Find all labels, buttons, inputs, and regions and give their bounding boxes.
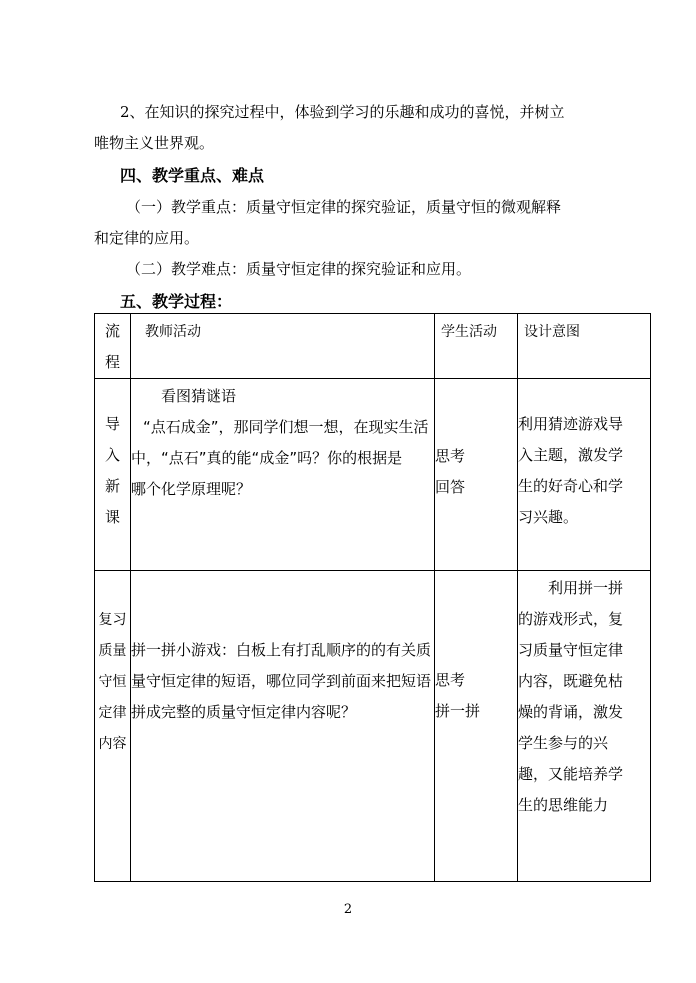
- student-text-line: 思考: [435, 671, 466, 689]
- row-process-cell: [95, 571, 131, 882]
- intent-text-line: 内容，既避免枯: [518, 672, 624, 690]
- teaching-process-table: [94, 313, 651, 882]
- key-points-line-2: 和定律的应用。: [94, 229, 200, 247]
- intent-text-line: 燥的背诵，激发: [518, 703, 624, 721]
- teacher-text-line: 拼一拼小游戏：白板上有打乱顺序的的有关质: [131, 641, 432, 659]
- intent-text-line: 生的思维能力: [518, 796, 609, 814]
- row-student-cell: [435, 571, 518, 882]
- row-intent-cell: [518, 379, 651, 571]
- intent-text-line: 生的好奇心和学: [518, 477, 624, 495]
- row-process-char: 内容: [98, 736, 127, 752]
- row-process-char: 定律: [98, 705, 127, 721]
- row-teacher-cell: [131, 571, 435, 882]
- row-process-cell: [95, 379, 131, 571]
- teacher-text-line: “点石成金”，那同学们想一想，在现实生活: [143, 418, 429, 436]
- student-text-line: 回答: [435, 478, 466, 496]
- intent-text-line: 习兴趣。: [518, 508, 579, 526]
- row-student-cell: [435, 379, 518, 571]
- table-header-row: [95, 314, 651, 379]
- page-number: 2: [343, 902, 353, 917]
- header-teacher-label: 教师活动: [145, 324, 201, 340]
- section4-heading: 四、教学重点、难点: [120, 166, 265, 185]
- header-student-cell: [435, 314, 518, 379]
- teacher-text-line: 中，“点石”真的能“成金”吗？你的根据是: [131, 449, 403, 467]
- intent-text-line: 利用猜迹游戏导: [518, 415, 624, 433]
- objective-line-1: 2、在知识的探究过程中，体验到学习的乐趣和成功的喜悦，并树立: [120, 103, 565, 121]
- intent-text-line: 入主题，激发学: [518, 446, 624, 464]
- row-process-char: 复习: [98, 612, 127, 628]
- header-process-char: 程: [104, 353, 120, 371]
- row-intent-cell: [518, 571, 651, 882]
- intent-text-line: 学生参与的兴: [518, 734, 609, 752]
- section5-heading: 五、教学过程：: [120, 292, 233, 311]
- header-teacher-cell: [131, 314, 435, 379]
- teacher-text-line: 哪个化学原理呢？: [131, 480, 252, 498]
- header-intent-cell: [518, 314, 651, 379]
- intent-text-line: 习质量守恒定律: [518, 641, 624, 659]
- row-process-char: 导: [104, 415, 120, 433]
- table-row: [95, 571, 651, 882]
- header-intent-label: 设计意图: [524, 324, 580, 340]
- teacher-subtitle: 看图猜谜语: [161, 387, 237, 405]
- header-student-label: 学生活动: [441, 324, 497, 340]
- difficulty-points: （二）教学难点：质量守恒定律的探究验证和应用。: [126, 260, 472, 278]
- intent-text-line: 趣，又能培养学: [518, 765, 624, 783]
- row-process-char: 守恒: [98, 674, 127, 690]
- key-points-line-1: （一）教学重点：质量守恒定律的探究验证，质量守恒的微观解释: [126, 198, 562, 216]
- row-process-char: 入: [104, 446, 120, 464]
- teacher-text-line: 拼成完整的质量守恒定律内容呢？: [131, 703, 357, 721]
- intent-text-line: 的游戏形式，复: [518, 610, 624, 628]
- header-process-cell: [95, 314, 131, 379]
- intent-text-line: 利用拼一拼: [548, 579, 624, 597]
- row-teacher-cell: [131, 379, 435, 571]
- student-text-line: 思考: [435, 447, 466, 465]
- objective-line-2: 唯物主义世界观。: [94, 134, 215, 152]
- table-row: [95, 379, 651, 571]
- row-process-char: 课: [104, 508, 120, 526]
- row-process-char: 质量: [98, 643, 127, 659]
- header-process-char: 流: [104, 322, 120, 340]
- row-process-char: 新: [104, 477, 120, 495]
- student-text-line: 拼一拼: [435, 702, 481, 720]
- teacher-text-line: 量守恒定律的短语，哪位同学到前面来把短语: [131, 672, 432, 690]
